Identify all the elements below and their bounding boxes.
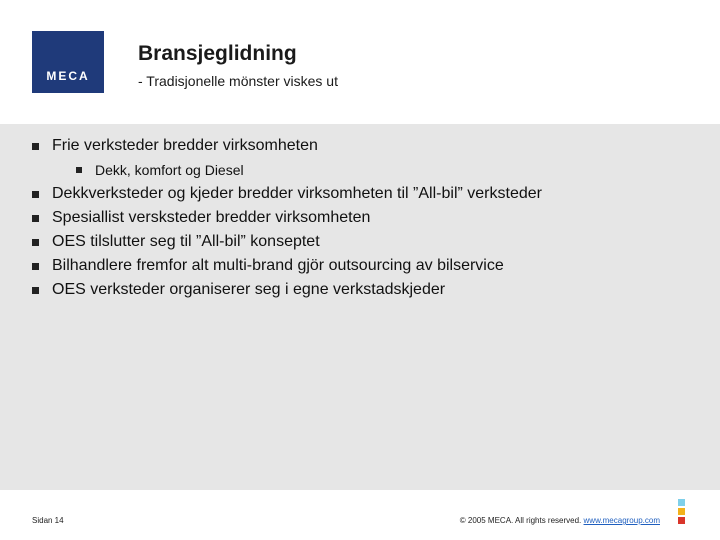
list-item-text: Spesiallist versksteder bredder virksomheten xyxy=(52,209,371,226)
decor-square-red xyxy=(678,517,685,524)
slide-title: Bransjeglidning xyxy=(138,42,297,65)
copyright-text: © 2005 MECA. All rights reserved. xyxy=(459,516,582,525)
sub-list-item-text: Dekk, komfort og Diesel xyxy=(95,162,244,178)
list-item-text: OES verksteder organiserer seg i egne verkstadskjeder xyxy=(52,281,446,298)
footer-copyright-line xyxy=(460,516,660,525)
page-number: Sidan 14 xyxy=(32,516,64,525)
bullet-square-icon xyxy=(32,287,39,294)
list-item xyxy=(0,254,720,278)
logo-text: MECA xyxy=(46,69,90,83)
list-item xyxy=(0,182,720,206)
bullet-square-icon xyxy=(76,167,82,173)
list-item xyxy=(0,206,720,230)
decor-square-yellow xyxy=(678,508,685,515)
bullet-square-icon xyxy=(32,263,39,270)
content-area xyxy=(0,124,720,490)
list-item-text: Dekkverksteder og kjeder bredder virksomheten til ”All-bil” verksteder xyxy=(52,185,542,202)
bullet-list xyxy=(0,134,720,302)
sub-list-item xyxy=(0,158,720,182)
website-link[interactable]: www.mecagroup.com xyxy=(583,516,660,525)
bullet-square-icon xyxy=(32,239,39,246)
bullet-square-icon xyxy=(32,191,39,198)
meca-logo xyxy=(32,31,104,93)
bullet-square-icon xyxy=(32,143,39,150)
list-item-text: Frie verksteder bredder virksomheten xyxy=(52,137,318,154)
list-item xyxy=(0,230,720,254)
list-item xyxy=(0,278,720,302)
list-item xyxy=(0,134,720,158)
list-item-text: Bilhandlere fremfor alt multi-brand gjör outsourcing av bilservice xyxy=(52,257,504,274)
decor-square-blue xyxy=(678,499,685,506)
list-item-text: OES tilslutter seg til ”All-bil” konseptet xyxy=(52,233,320,250)
slide-subtitle: - Tradisjonelle mönster viskes ut xyxy=(138,73,338,89)
bullet-square-icon xyxy=(32,215,39,222)
